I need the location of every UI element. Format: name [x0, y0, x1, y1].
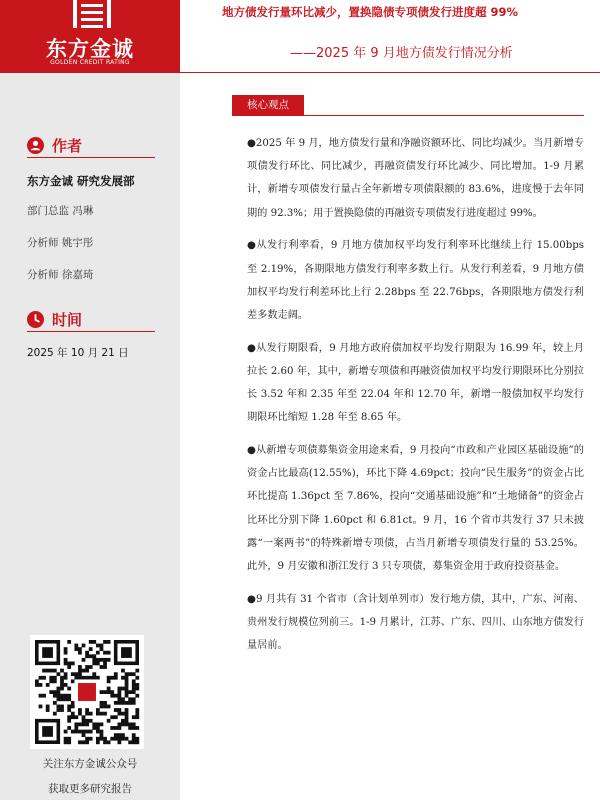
paragraph-5: ●9 月共有 31 个省市（含计划单列市）发行地方债，其中，广东、河南、贵州发行规模位列前三。1-9 月累计，江苏、广东、四川、山东地方债发行量居前。 — [247, 593, 584, 652]
key-points-divider — [232, 115, 584, 116]
qr-caption-2: 获取更多研究报告 — [48, 783, 132, 795]
qr-caption-1: 关注东方金诚公众号 — [42, 758, 138, 770]
report-subtitle: ——2025 年 9 月地方债发行情况分析 — [290, 46, 513, 61]
clock-icon — [27, 311, 44, 328]
author-1: 部门总监 冯琳 — [27, 205, 94, 217]
time-divider — [27, 331, 155, 332]
logo — [0, 0, 180, 73]
qr-code — [30, 635, 144, 749]
author-label: 作者 — [52, 137, 83, 155]
header-divider — [180, 72, 600, 73]
author-divider — [27, 157, 155, 158]
department-name: 东方金诚 研究发展部 — [27, 174, 135, 188]
logo-mark-icon — [73, 0, 111, 30]
author-section-heading — [27, 135, 82, 156]
report-header — [0, 0, 600, 73]
person-icon — [27, 137, 44, 154]
paragraph-1: ●2025 年 9 月，地方债发行量和净融资额环比、同比均减少。当月新增专项债发行环比、同比减少，再融资债发行环比减少、同比增加。1-9 月累计，新增专项债发行量占全年新增专项债限额的 83.6%，进度慢于去年同期的 92.3%；用于置换隐债的再融资专项债发行进度超过 99%。 — [247, 138, 584, 219]
paragraph-3: ●从发行期限看，9 月地方政府债加权平均发行期限为 16.99 年，较上月拉长 2.60 年，其中，新增专项债和再融资债加权平均发行期限环比分别拉长 3.52 年和 2.35 年至 22.04 年和 12.70 年，新增一般债加权平均发行期限环比缩短 1.28 年至 8.65 年。 — [247, 342, 584, 424]
key-points-tag: 核心观点 — [232, 95, 304, 115]
report-title: 地方债发行量环比减少，置换隐债专项债发行进度超 99% — [222, 5, 519, 19]
paragraph-2: ●从发行利率看，9 月地方债加权平均发行利率环比继续上行 15.00bps 至 2.19%，各期限地方债发行利率多数上行。从发行利差看，9 月地方债加权平均发行利差环比上行 2.28bps 至 22.76bps，各期限地方债发行利差多数走阔。 — [247, 240, 584, 321]
time-label: 时间 — [52, 311, 83, 329]
author-2: 分析师 姚宇彤 — [27, 237, 94, 249]
author-3: 分析师 徐嘉琦 — [27, 269, 94, 281]
logo-cn-text: 东方金诚 — [46, 36, 134, 61]
key-points-body — [247, 132, 584, 667]
report-date: 2025 年 10 月 21 日 — [27, 347, 129, 359]
paragraph-4: ●从新增专项债募集资金用途来看，9 月投向“市政和产业园区基础设施”的资金占比最高(12.55%)，环比下降 4.69pct；投向“民生服务”的资金占比环比提高 1.36pct 至 7.86%，投向“交通基础设施”和“土地储备”的资金占比环比分别下降 1.60pct 和 6.81ct。9 月，16 个省市共发行 37 只未披露“一案两书”的特殊新增专项债，占当月新增专项债发行量的 53.25%。此外，9 月安徽和浙江发行 3 只专项债，募集资金用于政府投资基金。 — [247, 444, 584, 572]
logo-en-text: GOLDEN CREDIT RATING — [50, 59, 130, 66]
time-section-heading — [27, 309, 82, 330]
